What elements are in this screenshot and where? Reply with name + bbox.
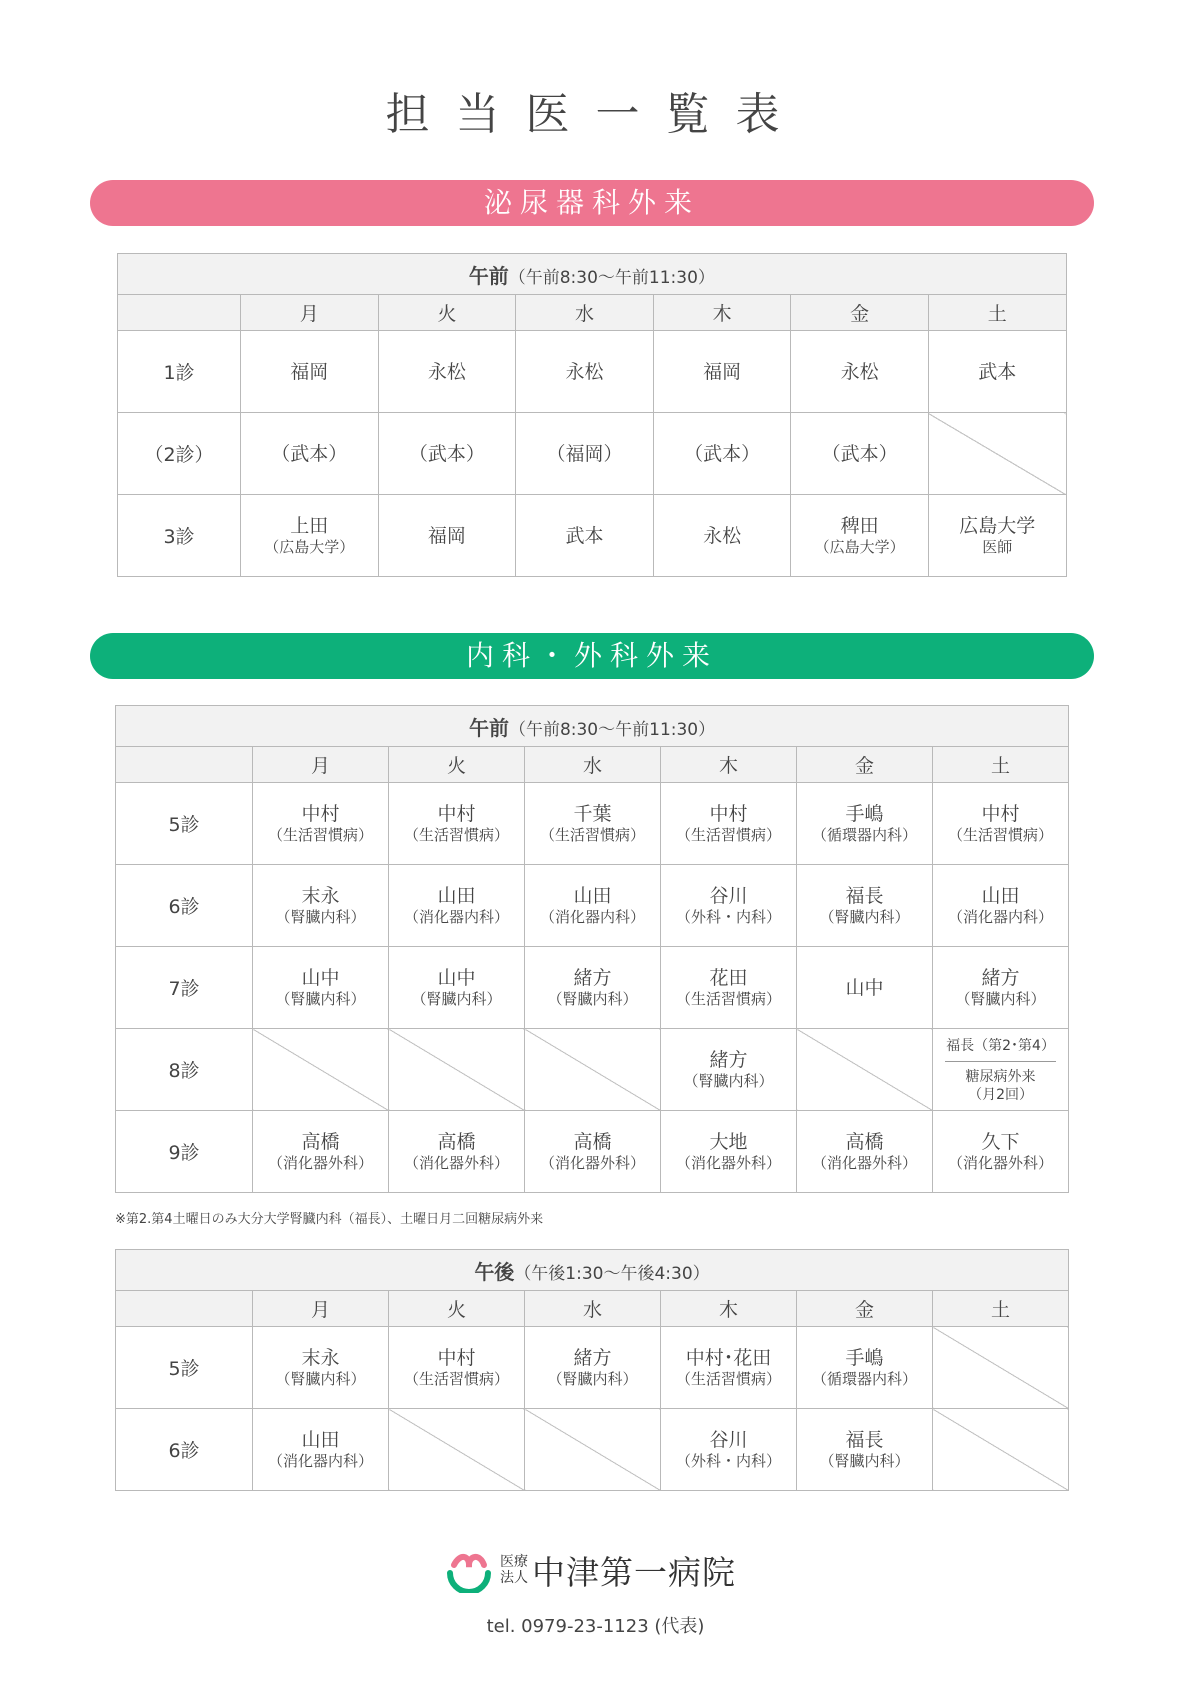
doctor-cell [661, 1029, 797, 1111]
slot-label: 9診 [116, 1111, 253, 1193]
doctor-department: （生活習慣病） [948, 825, 1054, 844]
doctor-name: 福長 [845, 884, 884, 907]
internal-afternoon-table [115, 1249, 1069, 1491]
doctor-cell [661, 1111, 797, 1193]
doctor-cell [933, 865, 1069, 947]
slot-label: 5診 [116, 1327, 253, 1409]
day-header-row [116, 747, 1069, 783]
slot-label: 6診 [116, 865, 253, 947]
doctor-name: 緒方 [981, 966, 1020, 989]
day-header: 金 [797, 1291, 933, 1327]
doctor-cell [525, 783, 661, 865]
doctor-department: （腎臓内科） [819, 1451, 910, 1470]
doctor-cell [241, 413, 379, 495]
doctor-department: （腎臓内科） [819, 907, 910, 926]
doctor-cell [525, 1111, 661, 1193]
doctor-cell [389, 783, 525, 865]
doctor-department: （消化器内科） [403, 907, 509, 926]
doctor-department: （生活習慣病） [675, 1369, 781, 1388]
doctor-department: （生活習慣病） [267, 825, 373, 844]
doctor-name: 高橋 [437, 1130, 476, 1153]
doctor-department: （腎臓内科） [411, 989, 502, 1008]
doctor-name: 福長 [845, 1428, 884, 1451]
doctor-name: （武本） [271, 442, 348, 465]
doctor-name: 手嶋 [845, 1346, 884, 1369]
doctor-cell [253, 947, 389, 1029]
session-label: 午後 [474, 1259, 515, 1284]
doctor-name: 山田 [437, 884, 476, 907]
doctor-cell [797, 1327, 933, 1409]
doctor-name: 永松 [427, 360, 466, 383]
day-header: 月 [241, 295, 379, 331]
doctor-name: 中村 [709, 802, 748, 825]
doctor-cell [797, 1111, 933, 1193]
table-row [116, 783, 1069, 865]
day-header-row [118, 295, 1067, 331]
day-header: 月 [253, 747, 389, 783]
empty-cell [389, 1029, 525, 1111]
session-header [116, 1250, 1069, 1291]
session-time: （午前8:30〜午前11:30） [508, 719, 716, 740]
doctor-name: 中村 [301, 802, 340, 825]
session-header-row [118, 254, 1067, 295]
doctor-name: （武本） [684, 442, 761, 465]
doctor-department: （広島大学） [264, 537, 355, 556]
doctor-name: （福岡） [546, 442, 623, 465]
doctor-name: 谷川 [709, 1428, 748, 1451]
corner-cell [116, 747, 253, 783]
doctor-cell [253, 865, 389, 947]
doctor-cell [516, 413, 654, 495]
doctor-department: （腎臓内科） [275, 989, 366, 1008]
doctor-cell [933, 1111, 1069, 1193]
doctor-name: 手嶋 [845, 802, 884, 825]
session-time: （午後1:30〜午後4:30） [514, 1263, 710, 1284]
doctor-cell [661, 865, 797, 947]
doctor-name: 中村 [981, 802, 1020, 825]
doctor-department: （腎臓内科） [547, 1369, 638, 1388]
table-row [116, 1409, 1069, 1491]
doctor-cell [241, 331, 379, 413]
doctor-department: （生活習慣病） [403, 825, 509, 844]
doctor-cell [661, 1409, 797, 1491]
doctor-department: （広島大学） [814, 537, 905, 556]
logo-small-top: 医療 [500, 1554, 528, 1570]
doctor-cell [797, 1409, 933, 1491]
empty-cell [797, 1029, 933, 1111]
doctor-name: 稗田 [840, 514, 879, 537]
day-header: 水 [516, 295, 654, 331]
doctor-department: （消化器外科） [948, 1153, 1054, 1172]
doctor-department: （腎臓内科） [955, 989, 1046, 1008]
doctor-name: 永松 [565, 360, 604, 383]
empty-cell [928, 413, 1066, 495]
doctor-department: 医師 [982, 537, 1013, 556]
empty-cell [389, 1409, 525, 1491]
doctor-name: 大地 [709, 1130, 748, 1153]
day-header: 土 [928, 295, 1066, 331]
day-header: 火 [389, 1291, 525, 1327]
doctor-cell [653, 495, 791, 577]
slot-label: 6診 [116, 1409, 253, 1491]
doctor-name: 山田 [301, 1428, 340, 1451]
slot-label: 3診 [118, 495, 241, 577]
day-header: 火 [389, 747, 525, 783]
doctor-cell [661, 783, 797, 865]
doctor-department: （消化器内科） [948, 907, 1054, 926]
doctor-cell [241, 495, 379, 577]
doctor-department: （腎臓内科） [547, 989, 638, 1008]
doctor-cell [516, 495, 654, 577]
doctor-name: 高橋 [301, 1130, 340, 1153]
clinic-frequency: （月2回） [968, 1087, 1033, 1103]
slot-label: 8診 [116, 1029, 253, 1111]
doctor-department: （生活習慣病） [675, 825, 781, 844]
corner-cell [118, 295, 241, 331]
day-header: 木 [661, 1291, 797, 1327]
doctor-name: 谷川 [709, 884, 748, 907]
day-header: 土 [933, 747, 1069, 783]
doctor-cell [797, 947, 933, 1029]
doctor-name: 山中 [437, 966, 476, 989]
slot-label: （2診） [118, 413, 241, 495]
doctor-note: 福長（第2･第4） [945, 1035, 1056, 1062]
doctor-cell [928, 495, 1066, 577]
session-time: （午前8:30〜午前11:30） [508, 267, 715, 288]
doctor-name: 高橋 [573, 1130, 612, 1153]
doctor-cell [378, 331, 516, 413]
doctor-name: 緒方 [573, 1346, 612, 1369]
doctor-name: 山田 [981, 884, 1020, 907]
doctor-cell [661, 1327, 797, 1409]
doctor-cell [797, 865, 933, 947]
doctor-cell [791, 413, 929, 495]
doctor-department: （循環器内科） [811, 1369, 917, 1388]
day-header: 金 [797, 747, 933, 783]
table-row [116, 865, 1069, 947]
doctor-cell [661, 947, 797, 1029]
doctor-name: 山田 [573, 884, 612, 907]
hospital-name: 中津第一病院 [532, 1552, 736, 1592]
doctor-department: （外科・内科） [675, 1451, 781, 1470]
doctor-cell [933, 783, 1069, 865]
doctor-department: （腎臓内科） [275, 907, 366, 926]
doctor-name: 中村 [437, 1346, 476, 1369]
doctor-name: 山中 [301, 966, 340, 989]
day-header: 木 [661, 747, 797, 783]
doctor-cell [797, 783, 933, 865]
doctor-department: （循環器内科） [811, 825, 917, 844]
day-header: 土 [933, 1291, 1069, 1327]
slot-label: 5診 [116, 783, 253, 865]
doctor-name: 武本 [565, 524, 604, 547]
doctor-department: （消化器内科） [267, 1451, 373, 1470]
day-header: 木 [653, 295, 791, 331]
table-row [116, 1111, 1069, 1193]
doctor-name: 高橋 [845, 1130, 884, 1153]
session-header [118, 254, 1067, 295]
footnote: ※第2.第4土曜日のみ大分大学腎臓内科（福長）、土曜日月二回糖尿病外来 [115, 1212, 544, 1227]
table-row [116, 947, 1069, 1029]
doctor-name: 花田 [709, 966, 748, 989]
doctor-cell [389, 947, 525, 1029]
slot-label: 1診 [118, 331, 241, 413]
hospital-logo-icon [446, 1547, 492, 1593]
doctor-cell [928, 331, 1066, 413]
session-label: 午前 [468, 715, 509, 740]
table-row [116, 1029, 1069, 1111]
doctor-cell [253, 1409, 389, 1491]
doctor-name: （武本） [821, 442, 898, 465]
doctor-name: （武本） [408, 442, 485, 465]
telephone: tel. 0979-23-1123 (代表) [486, 1616, 705, 1637]
doctor-name: 福岡 [290, 360, 329, 383]
doctor-department: （消化器外科） [811, 1153, 917, 1172]
doctor-cell [253, 1111, 389, 1193]
logo-small-bottom: 法人 [500, 1570, 528, 1586]
slot-label: 7診 [116, 947, 253, 1029]
doctor-cell [516, 331, 654, 413]
table-row [116, 1327, 1069, 1409]
day-header: 水 [525, 747, 661, 783]
doctor-department: （消化器内科） [539, 907, 645, 926]
urology-morning-table [117, 253, 1067, 577]
session-header-row [116, 706, 1069, 747]
doctor-cell [525, 947, 661, 1029]
table-row [118, 413, 1067, 495]
empty-cell [253, 1029, 389, 1111]
doctor-cell [253, 783, 389, 865]
day-header: 水 [525, 1291, 661, 1327]
doctor-name: 久下 [981, 1130, 1020, 1153]
doctor-name: 山中 [845, 976, 884, 999]
doctor-cell [389, 865, 525, 947]
doctor-department: （生活習慣病） [403, 1369, 509, 1388]
doctor-cell [791, 495, 929, 577]
session-header-row [116, 1250, 1069, 1291]
doctor-department: （外科・内科） [675, 907, 781, 926]
day-header: 金 [791, 295, 929, 331]
clinic-name: 糖尿病外来 [965, 1069, 1036, 1085]
page-title: 担当医一覧表 [385, 89, 806, 140]
day-header-row [116, 1291, 1069, 1327]
corner-cell [116, 1291, 253, 1327]
doctor-name: 広島大学 [959, 514, 1036, 537]
doctor-name: 中村 [437, 802, 476, 825]
doctor-department: （消化器外科） [675, 1153, 781, 1172]
empty-cell [933, 1409, 1069, 1491]
doctor-cell [525, 865, 661, 947]
empty-cell [525, 1029, 661, 1111]
doctor-cell [933, 1029, 1069, 1111]
table-row [118, 495, 1067, 577]
doctor-cell [253, 1327, 389, 1409]
doctor-name: 福岡 [427, 524, 466, 547]
doctor-cell [525, 1327, 661, 1409]
doctor-cell [378, 413, 516, 495]
doctor-cell [933, 947, 1069, 1029]
doctor-name: 上田 [290, 514, 329, 537]
doctor-cell [653, 331, 791, 413]
doctor-name: 永松 [840, 360, 879, 383]
doctor-cell [378, 495, 516, 577]
urology-banner: 泌尿器科外来 [90, 180, 1094, 226]
doctor-name: 永松 [703, 524, 742, 547]
doctor-department: （消化器外科） [403, 1153, 509, 1172]
doctor-cell [389, 1111, 525, 1193]
empty-cell [525, 1409, 661, 1491]
doctor-department: （腎臓内科） [275, 1369, 366, 1388]
doctor-name: 緒方 [573, 966, 612, 989]
doctor-name: 緒方 [709, 1048, 748, 1071]
day-header: 火 [378, 295, 516, 331]
doctor-cell [791, 331, 929, 413]
session-header [116, 706, 1069, 747]
day-header: 月 [253, 1291, 389, 1327]
doctor-department: （消化器外科） [539, 1153, 645, 1172]
empty-cell [933, 1327, 1069, 1409]
doctor-cell [389, 1327, 525, 1409]
doctor-department: （消化器外科） [267, 1153, 373, 1172]
doctor-cell [653, 413, 791, 495]
table-row [118, 331, 1067, 413]
doctor-department: （生活習慣病） [675, 989, 781, 1008]
hospital-logo [446, 1545, 736, 1595]
doctor-department: （生活習慣病） [539, 825, 645, 844]
doctor-name: 末永 [301, 1346, 340, 1369]
internal-banner: 内科・外科外来 [90, 633, 1094, 679]
doctor-name: 中村･花田 [685, 1346, 772, 1369]
internal-morning-table [115, 705, 1069, 1193]
doctor-name: 福岡 [703, 360, 742, 383]
doctor-name: 千葉 [573, 802, 612, 825]
doctor-name: 武本 [978, 360, 1017, 383]
doctor-department: （腎臓内科） [683, 1071, 774, 1090]
session-label: 午前 [468, 263, 509, 288]
doctor-name: 末永 [301, 884, 340, 907]
